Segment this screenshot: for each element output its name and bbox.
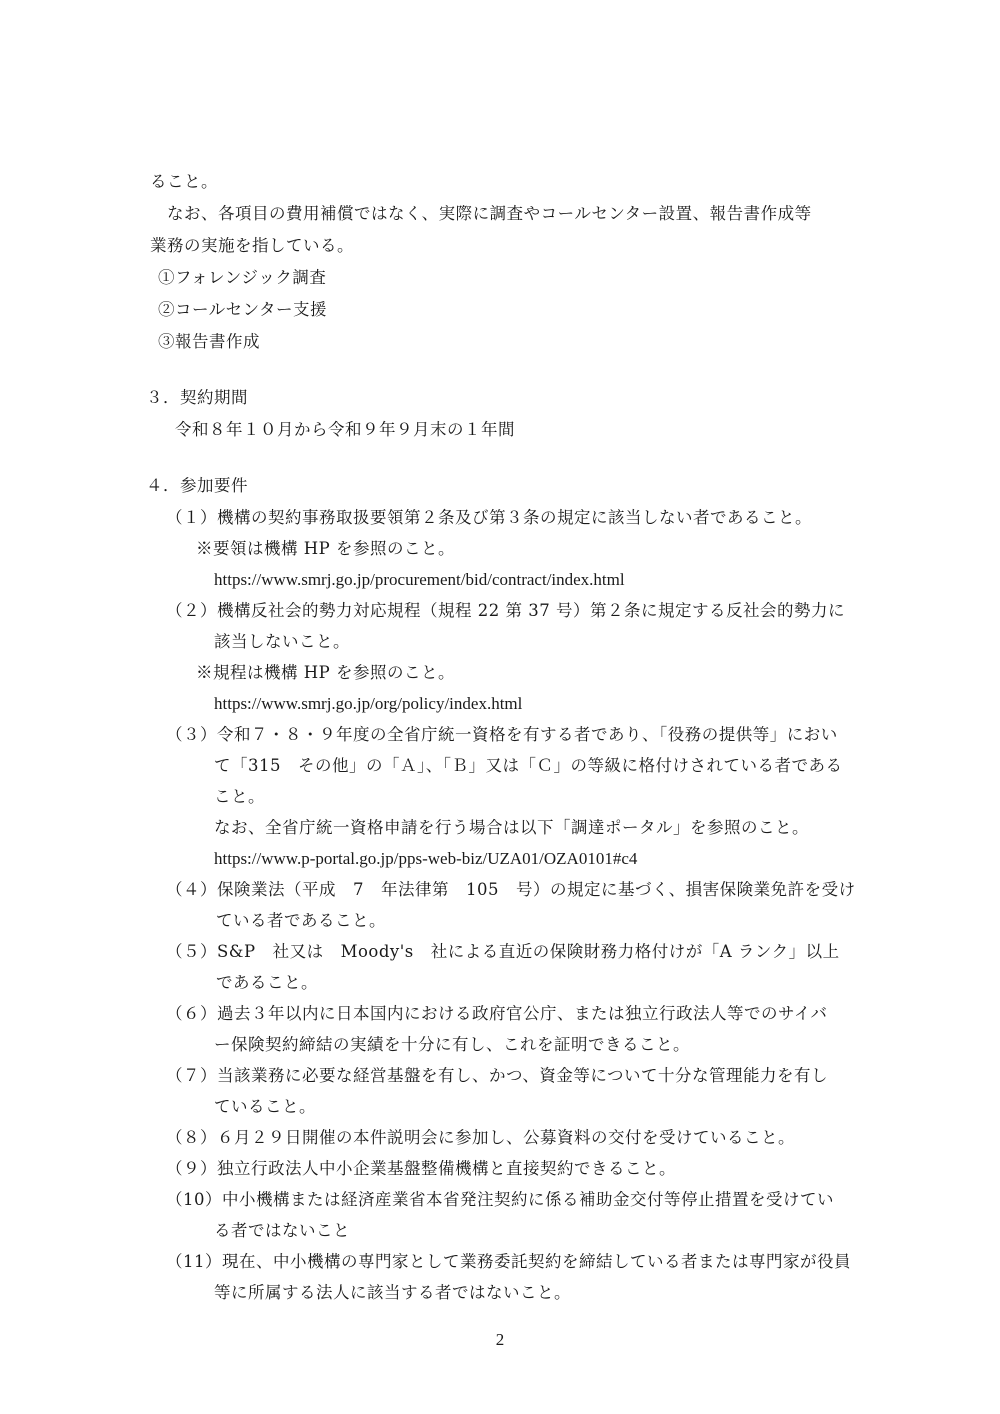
req-10-line-2: る者ではないこと (214, 1221, 350, 1240)
req-3-line-4: なお、全省庁統一資格申請を行う場合は以下「調達ポータル」を参照のこと。 (214, 818, 809, 837)
req-2-note: ※規程は機構 HP を参照のこと。 (196, 663, 455, 682)
req-7-line-2: ていること。 (214, 1097, 316, 1116)
req-3-line-2: て「315 その他」の「Ａ」、「Ｂ」又は「Ｃ」の等級に格付けされている者である (214, 756, 843, 775)
req-6-line-2: ー保険契約締結の実績を十分に有し、これを証明できること。 (214, 1035, 690, 1054)
req-5-line-1: （５）S&P 社又は Moody's 社による直近の保険財務力格付けが「A ランク」以上 (166, 942, 840, 961)
req-10-line-1: （10）中小機構または経済産業省本省発注契約に係る補助金交付等停止措置を受けてい (166, 1190, 834, 1209)
req-7-line-1: （７）当該業務に必要な経営基盤を有し、かつ、資金等について十分な管理能力を有し (166, 1066, 829, 1085)
page-number: 2 (495, 1330, 505, 1349)
req-3-line-1: （３）令和７・８・９年度の全省庁統一資格を有する者であり、「役務の提供等」におい (166, 725, 838, 744)
section-3-heading: ３．契約期間 (146, 388, 248, 407)
req-1-note: ※要領は機構 HP を参照のこと。 (196, 539, 455, 558)
req-8-line-1: （８）６月２９日開催の本件説明会に参加し、公募資料の交付を受けていること。 (166, 1128, 795, 1147)
req-2-line-1: （２）機構反社会的勢力対応規程（規程 22 第 37 号）第２条に規定する反社会的勢力に (166, 601, 845, 620)
req-6-line-1: （６）過去３年以内に日本国内における政府官公庁、または独立行政法人等でのサイバ (166, 1004, 828, 1023)
intro-item-3: ③報告書作成 (158, 332, 260, 351)
req-1-line-1: （１）機構の契約事務取扱要領第２条及び第３条の規定に該当しない者であること。 (166, 508, 812, 527)
req-5-line-2: であること。 (216, 973, 318, 992)
req-2-line-2: 該当しないこと。 (214, 632, 350, 651)
intro-line-3: 業務の実施を指している。 (150, 236, 354, 255)
section-3-body: 令和８年１０月から令和９年９月末の１年間 (175, 420, 515, 439)
intro-item-2: ②コールセンター支援 (158, 300, 328, 319)
req-1-url: https://www.smrj.go.jp/procurement/bid/contract/index.html (214, 570, 625, 589)
req-4-line-1: （４）保険業法（平成 7 年法律第 105 号）の規定に基づく、損害保険業免許を受け (166, 880, 856, 899)
req-9-line-1: （９）独立行政法人中小企業基盤整備機構と直接契約できること。 (166, 1159, 676, 1178)
req-11-line-2: 等に所属する法人に該当する者ではないこと。 (214, 1283, 571, 1302)
req-3-url: https://www.p-portal.go.jp/pps-web-biz/UZA01/OZA0101#c4 (214, 849, 638, 868)
intro-line-1: ること。 (150, 172, 218, 191)
req-11-line-1: （11）現在、中小機構の専門家として業務委託契約を締結している者または専門家が役員 (166, 1252, 851, 1271)
intro-item-1: ①フォレンジック調査 (158, 268, 327, 287)
req-4-line-2: ている者であること。 (216, 911, 386, 930)
req-3-line-3: こと。 (214, 787, 265, 806)
req-2-url: https://www.smrj.go.jp/org/policy/index.html (214, 694, 523, 713)
section-4-heading: ４．参加要件 (146, 476, 248, 495)
intro-line-2: なお、各項目の費用補償ではなく、実際に調査やコールセンター設置、報告書作成等 (167, 204, 812, 223)
